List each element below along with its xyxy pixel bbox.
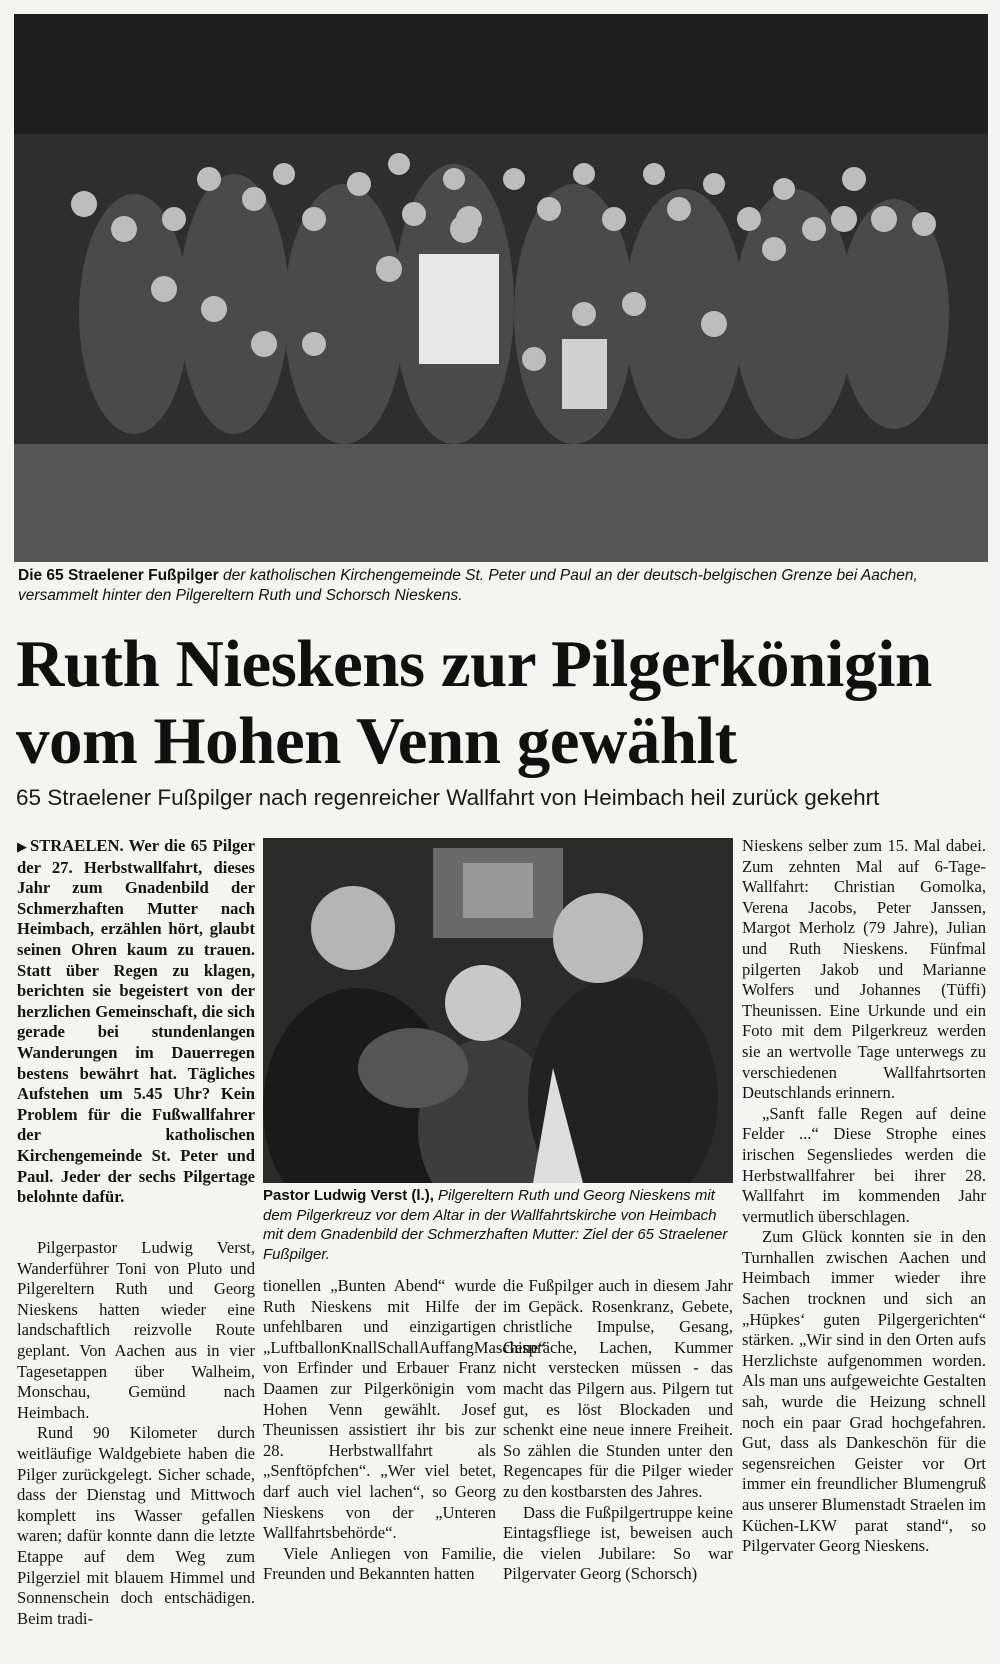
group-photo-graphic — [14, 14, 988, 562]
article-column-2 — [263, 1276, 546, 1585]
article-lead: STRAELEN. Wer die 65 Pilger der 27. Herbstwallfahrt, dieses Jahr zum Gnadenbild der Schmerzhaften Mutter nach Heimbach, erzählen hört, glaubt seinen Ohren kaum zu trauen. Statt über Regen zu klagen, berichten sie begeistert von der herzlichen Gemeinschaft, die sich gerade bei stundenlangen Wanderungen im Dauerregen bestens bewährt hat. Tägliches Aufstehen um 5.45 Uhr? Kein Problem für die Fußwallfahrer der katholischen Kirchengemeinde St. Peter und Paul. Jeder der sechs Pilgertage belohnte dafür. — [17, 836, 255, 1207]
article-paragraph: „Sanft falle Regen auf deine Felder ...“ Diese Strophe eines irischen Segensliedes werden die Herbstwallfahrer bei ihrer 28. Wallfahrt im kommenden Jahr vermutlich überschlagen. — [742, 1103, 986, 1226]
article-paragraph: Nieskens selber zum 15. Mal dabei. Zum zehnten Mal auf 6-Tage-Wallfahrt: Christian Gomolka, Verena Jacobs, Peter Janssen, Margot Merholz (79 Jahre), Julian und Ruth Nieskens. Fünfmal pilgerten Jakob und Marianne Wolfers und Johannes (Tüffi) Theunissen. Eine Urkunde und ein Foto mit dem Pilgerkreuz werden sie an wertvolle Tage unterwegs zu verschiedenen Wallfahrtsorten Deutschlands erinnern. — [742, 836, 986, 1103]
altar-photo-graphic — [263, 838, 733, 1183]
article-paragraph: Rund 90 Kilometer durch weitläufige Waldgebiete haben die Pilger zurückgelegt. Sicher schade, dass der Dienstag und Mittwoch komplett ins Wasser gefallen waren; dafür konnte dann die letzte Etappe auf dem Weg zum Pilgerziel mit blauem Himmel und Sonnenschein doch entschädigen. Beim tradi- — [17, 1423, 255, 1628]
article-paragraph: Zum Glück konnten sie in den Turnhallen zwischen Aachen und Heimbach immer wieder ihre Sachen trocknen und sich an „Hüpkes‘ guten Pilgergerichten“ stärken. „Wir sind in den Orten aufs Herzlichste aufgenommen worden. Als man uns aufgeweichte Gestalten sah, wurde die Heizung schnell noch ein paar Grad hochgefahren. Gut, dass als Dankeschön für die segensreichen Geister vor Ort immer ein freundlicher Blumengruß aus unserer Blumenstadt Straelen im Küchen-LKW parat stand“, so Pilgervater Georg Nieskens. — [742, 1227, 986, 1556]
article-column-1 — [17, 836, 255, 1208]
paragraph-marker-icon: ▶ — [17, 839, 27, 854]
altar-photo — [263, 838, 733, 1183]
headline-line2: vom Hohen Venn gewählt — [16, 704, 737, 778]
headline — [16, 626, 991, 780]
top-photo-caption — [18, 566, 993, 606]
headline-line1: Ruth Nieskens zur Pilgerkönigin — [16, 627, 932, 701]
article-paragraph: die Fußpilger auch in diesem Jahr im Gepäck. Rosenkranz, Gebete, christliche Impulse, Gesang, Gespräche, Lachen, Kummer nicht verstecken müssen - das macht das Pilgern aus. Pilgern tut gut, es löst Blockaden und schenkt eine neue innere Freiheit. So zählen die Stunden unter den Regencapes für die Pilger wieder zu den kostbarsten des Jahres. — [503, 1276, 733, 1501]
group-photo — [14, 14, 988, 562]
article-paragraph: Viele Anliegen von Familie, Freunden und Bekannten hatten — [263, 1543, 496, 1584]
article-column-3 — [503, 1276, 733, 1585]
article-paragraph: Pilgerpastor Ludwig Verst, Wanderführer Toni von Pluto und Pilgereltern Ruth und Georg Nieskens hatten wieder eine landschaftlich reizvolle Route geplant. Von Aachen aus in vier Tagesetappen über Walheim, Monschau, Gemünd nach Heimbach. — [17, 1238, 255, 1422]
article-paragraph: tionellen „Bunten Abend“ wurde Ruth Nieskens mit Hilfe der unfehlbaren und einzigartigen „LuftballonKnallSchallAuffangMaschine“ von Erfinder und Erbauer Franz Daamen zur Pilgerkönigin vom Hohen Venn gewählt. Josef Theunissen assistiert ihr bis zur 28. Herbstwallfahrt als „Senftöpfchen“. „Wer viel betet, darf auch viel lachen“, so Georg Nieskens von der „Unteren Wallfahrtsbehörde“. — [263, 1276, 546, 1543]
article-paragraph: Dass die Fußpilgertruppe keine Eintagsfliege ist, beweisen auch die vielen Jubilare: So war Pilgervater Georg (Schorsch) — [503, 1502, 733, 1584]
top-caption-text: der katholischen Kirchengemeinde St. Peter und Paul an der deutsch-belgischen Grenze bei Aachen, versammelt hinter den Pilgereltern Ruth und Schorsch Nieskens. — [18, 567, 918, 604]
article-column-4 — [742, 836, 986, 1557]
article-column-1-continued — [17, 1238, 255, 1629]
altar-photo-caption — [263, 1186, 735, 1264]
top-caption-bold: Die 65 Straelener Fußpilger — [18, 567, 219, 584]
subheadline: 65 Straelener Fußpilger nach regenreicher Wallfahrt von Heimbach heil zurück gekehrt — [16, 785, 880, 810]
mid-caption-bold: Pastor Ludwig Verst (l.), — [263, 1187, 434, 1204]
mid-caption-text: Pilgereltern Ruth und Georg Nieskens mit dem Pilgerkreuz vor dem Altar in der Wallfahrtskirche von Heimbach mit dem Gnadenbild der Schmerzhaften Mutter: Ziel der 65 Straelener Fußpilger. — [263, 1187, 728, 1263]
